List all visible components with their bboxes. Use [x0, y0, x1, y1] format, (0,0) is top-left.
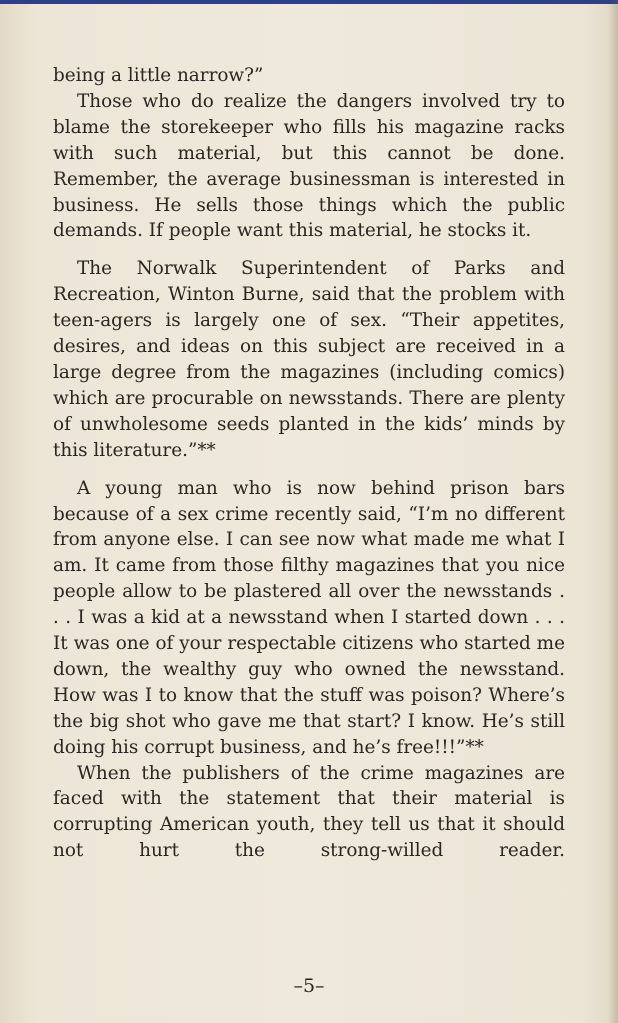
- body-text: [53, 63, 565, 864]
- paragraph: When the publishers of the crime magazines are faced with the statement that their material is corrupting American youth, they tell us that it should not hurt the strong-willed reader.: [53, 762, 565, 862]
- top-edge-strip: [0, 0, 618, 4]
- page-number: –5–: [293, 975, 325, 997]
- paragraph: The Norwalk Superintendent of Parks and Recreation, Winton Burne, said that the problem with teen-agers is largely one of sex. “Their appetites, desires, and ideas on this subject are received in a large degree from the magazines (including comics) which are procurable on newsstands. There are plenty of unwholesome seeds planted in the kids’ minds by this literature.”**: [53, 258, 565, 461]
- paragraph: A young man who is now behind prison bars because of a sex crime recently said, “I’m no different from anyone else. I can see now what made me what I am. It came from those filthy magazines that you nice people allow to be plastered all over the newsstands . . . I was a kid at a newsstand when I started down . . . It was one of your respectable citizens who started me down, the wealthy guy who owned the newsstand. How was I to know that the stuff was poison? Where’s the big shot who gave me that start? I know. He’s still doing his corrupt business, and he’s free!!!”**: [53, 477, 565, 758]
- paragraph-continuation: being a little narrow?”: [53, 65, 264, 86]
- page-edge-shadow: [608, 0, 618, 1023]
- paragraph: Those who do realize the dangers involved try to blame the storekeeper who fills his magazine racks with such material, but this cannot be done. Remember, the average businessman is interested in business. He sells those things which the public demands. If people want this material, he stocks it.: [53, 90, 565, 242]
